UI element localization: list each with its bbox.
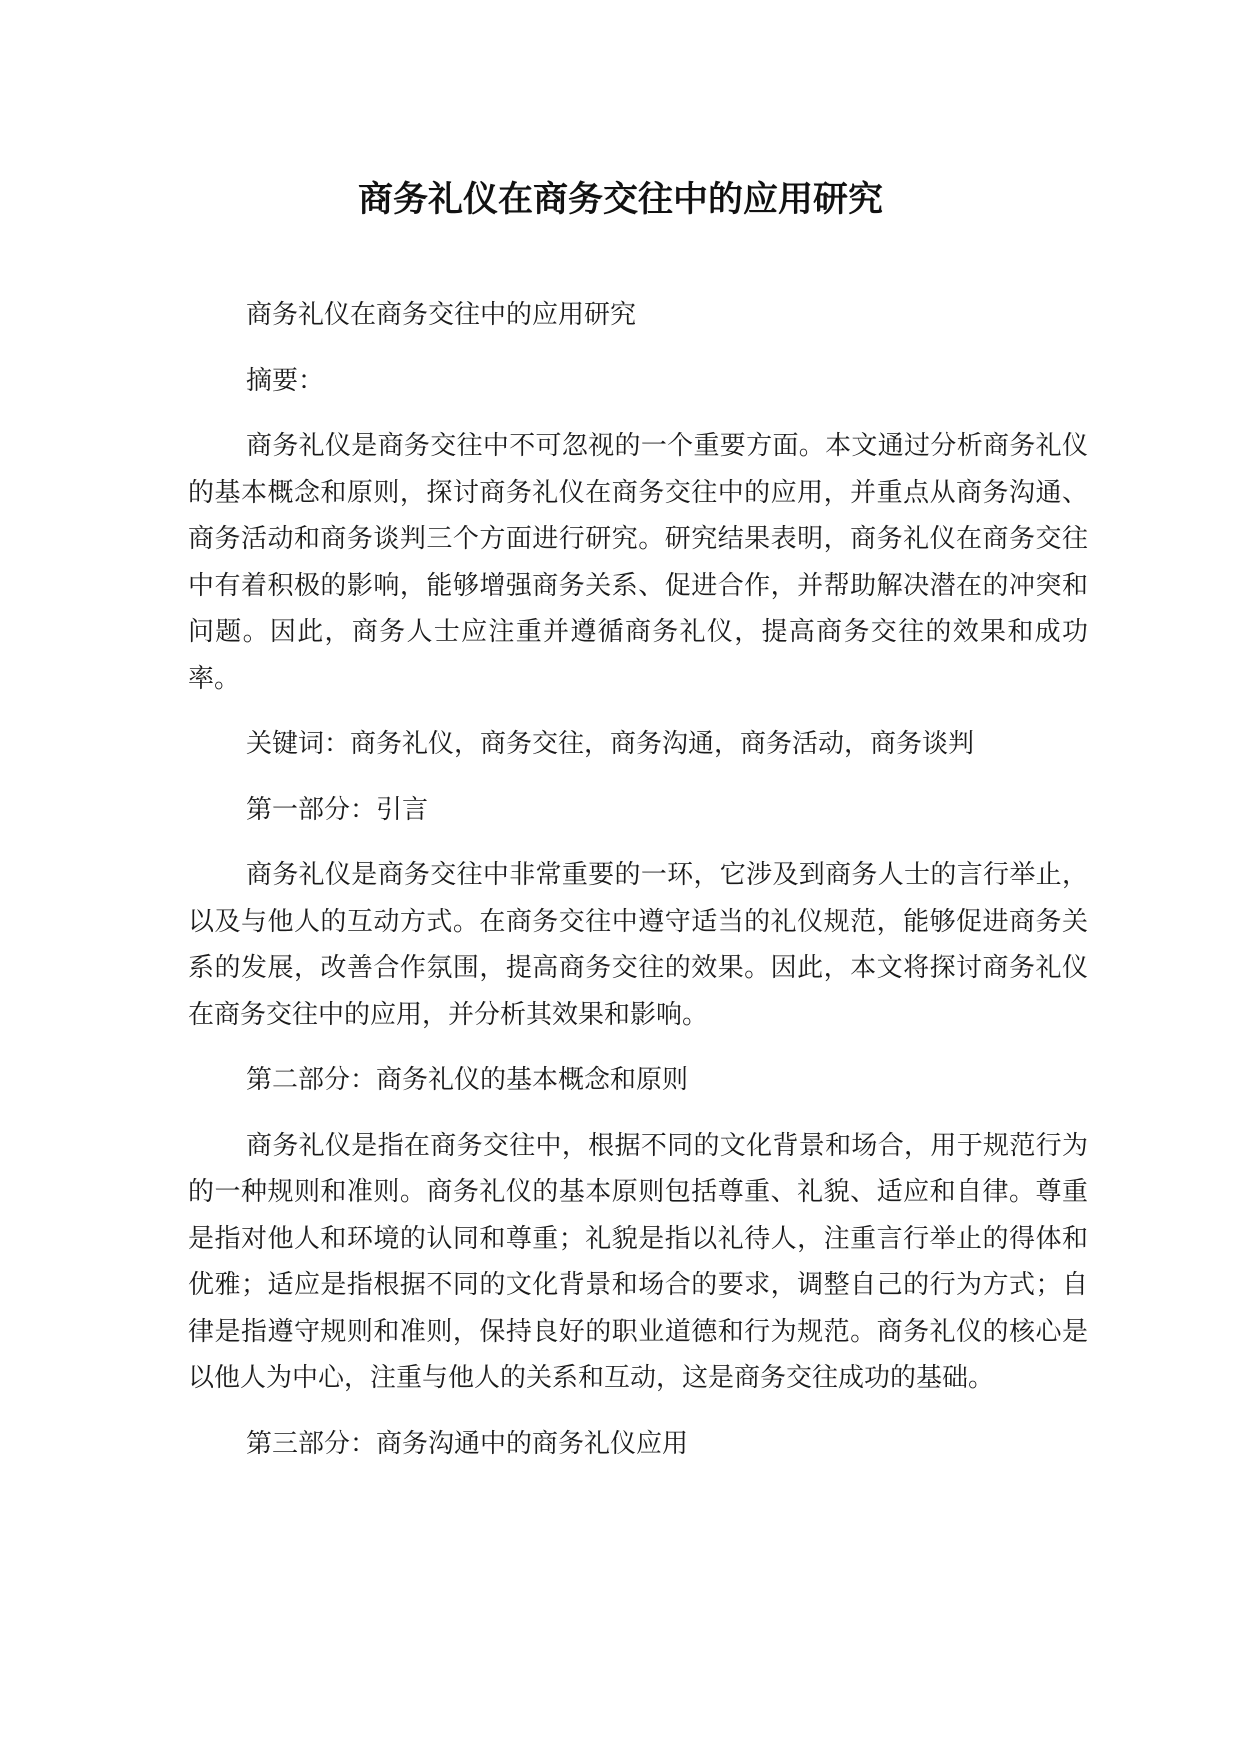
document-title: 商务礼仪在商务交往中的应用研究: [357, 180, 883, 220]
section-body-part2: 商务礼仪是指在商务交往中，根据不同的文化背景和场合，用于规范行为的一种规则和准则。商务礼仪的基本原则包括尊重、礼貌、适应和自律。尊重是指对他人和环境的认同和尊重；礼貌是指以礼待人，注重言行举止的得体和优雅；适应是指根据不同的文化背景和场合的要求，调整自己的行为方式；自律是指遵守规则和准则，保持良好的职业道德和行为规范。商务礼仪的核心是以他人为中心，注重与他人的关系和互动，这是商务交往成功的基础。: [188, 1130, 1088, 1393]
section-body-part1: 商务礼仪是商务交往中非常重要的一环，它涉及到商务人士的言行举止，以及与他人的互动方式。在商务交往中遵守适当的礼仪规范，能够促进商务关系的发展，改善合作氛围，提高商务交往的效果。因此，本文将探讨商务礼仪在商务交往中的应用，并分析其效果和影响。: [188, 860, 1088, 1030]
keywords-line: 关键词：商务礼仪，商务交往，商务沟通，商务活动，商务谈判: [246, 729, 975, 759]
section-heading-part3: 第三部分：商务沟通中的商务礼仪应用: [246, 1428, 689, 1459]
section-heading-part1: 第一部分：引言: [246, 794, 429, 825]
section-heading-part2: 第二部分：商务礼仪的基本概念和原则: [246, 1065, 689, 1095]
abstract-label: 摘要：: [246, 365, 325, 396]
subtitle: 商务礼仪在商务交往中的应用研究: [246, 300, 637, 330]
abstract-paragraph: 商务礼仪是商务交往中不可忽视的一个重要方面。本文通过分析商务礼仪的基本概念和原则，探讨商务礼仪在商务交往中的应用，并重点从商务沟通、商务活动和商务谈判三个方面进行研究。研究结果表明，商务礼仪在商务交往中有着积极的影响，能够增强商务关系、促进合作，并帮助解决潜在的冲突和问题。因此，商务人士应注重并遵循商务礼仪，提高商务交往的效果和成功率。: [188, 431, 1088, 694]
document-body: [188, 292, 1088, 1486]
